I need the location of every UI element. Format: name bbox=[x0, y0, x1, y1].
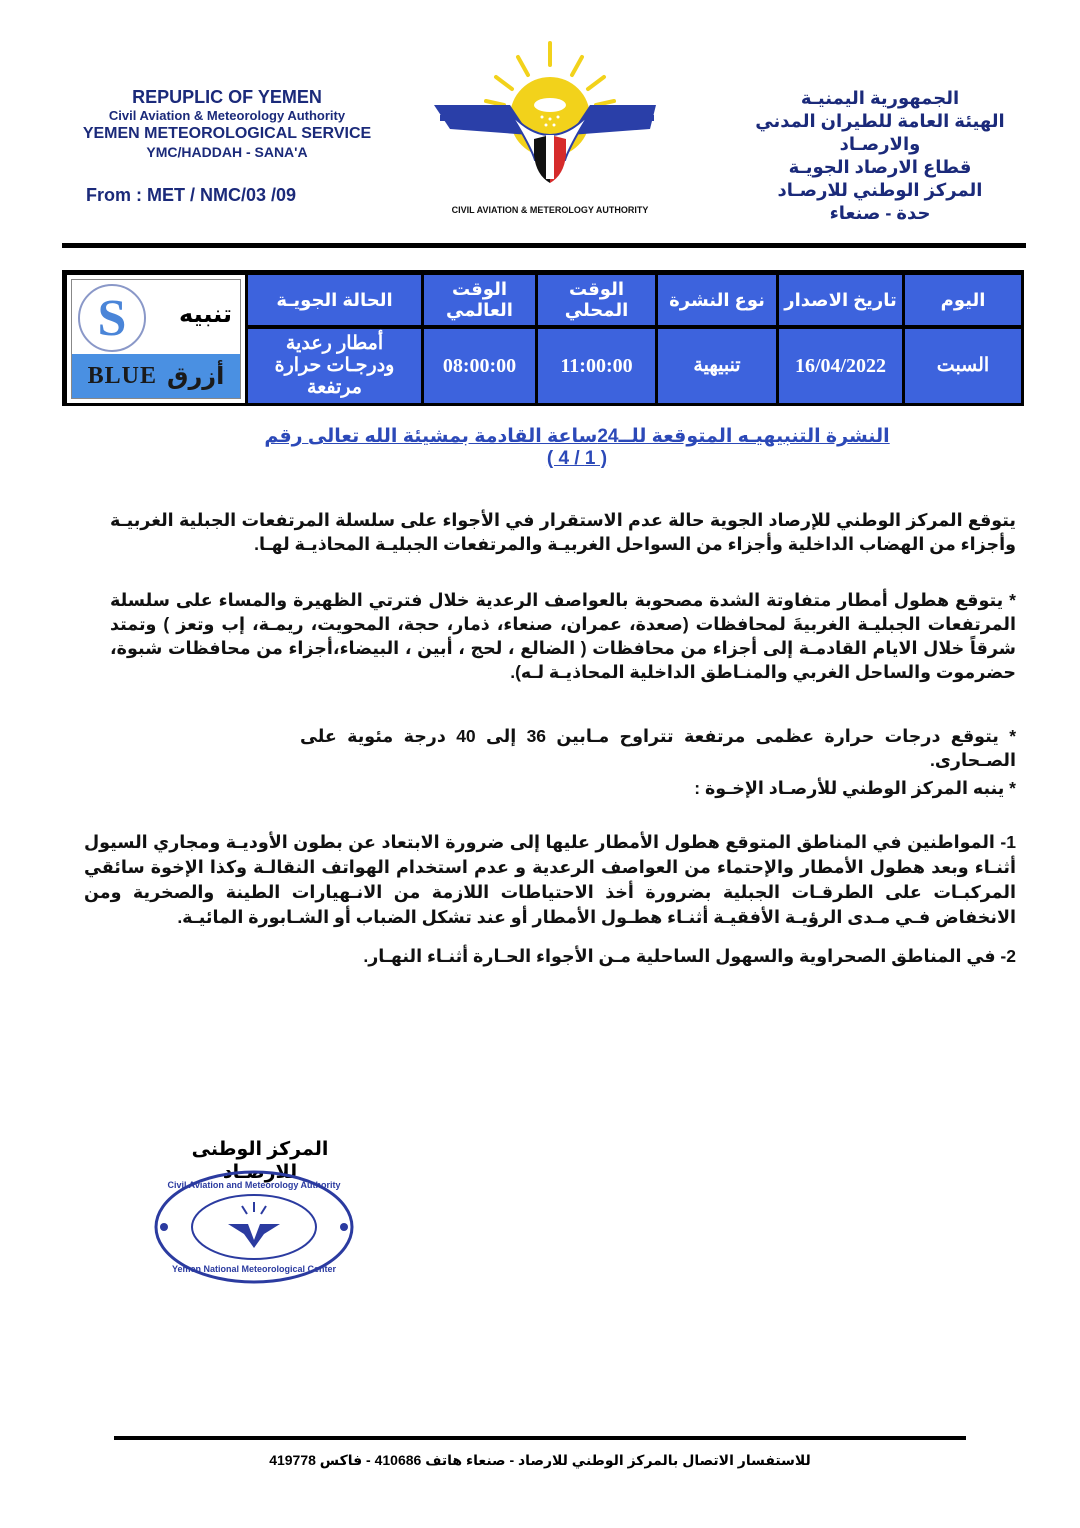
header-divider bbox=[62, 243, 1026, 248]
sector-name-ar: قطاع الارصاد الجويـة bbox=[788, 157, 972, 177]
warning-item-1: 1- المواطنين في المناطق المتوقع هطول الأمطار عليها إلى ضرورة الابتعاد عن بطون الأوديـة ومجاري السيول أثنـاء وبعد هطول الأمطار والإحتماء من العواصف الرعدية و عدم استخدام الهواتف النقالـة وكذا الإخوة سائقي المركبـات على الطرقـات الجبلية بضرورة أخذ الاحتياطات اللازمة من الانـهيارات الطينة والصخرية ومن الانخفاض فـي مـدى الرؤيـة الأفقيـة أثنـاء هطـول الأمطار أو عند تشكل الضباب أو الشـابورة المائيـة. bbox=[84, 832, 1016, 927]
location-ar: حدة - صنعاء bbox=[829, 203, 931, 223]
header-local-time: الوقت المحلي bbox=[538, 275, 655, 325]
svg-text:Civil Aviation and Meteorology: Civil Aviation and Meteorology Authority bbox=[167, 1180, 341, 1190]
header-right-block bbox=[730, 87, 1030, 225]
alert-level-en: BLUE bbox=[87, 362, 158, 389]
location-en: YMC/HADDAH - SANA'A bbox=[146, 144, 308, 160]
service-name-en: YEMEN METEOROLOGICAL SERVICE bbox=[82, 125, 372, 142]
warning-intro-paragraph: * ينبه المركز الوطني للأرصـاد الإخـوة : bbox=[694, 778, 1016, 798]
center-name-ar: المركز الوطني للارصـاد bbox=[777, 180, 983, 200]
header-left-block bbox=[62, 86, 392, 161]
header-bulletin-type: نوع النشرة bbox=[658, 275, 776, 325]
official-stamp-icon bbox=[152, 1168, 357, 1286]
value-weather-condition: أمطار رعدية ودرجـات حرارة مرتفعة bbox=[248, 329, 421, 403]
forecast-intro-paragraph: يتوقع المركز الوطني للإرصاد الجوية حالة عدم الاستقرار في الأجواء على سلسلة المرتفعات الجبلية الغربيـة وأجزاء من الهضاب الداخلية وأجزاء من السواحل الغربيـة والمرتفعات الجبليـة المحاذيـة لهـا. bbox=[110, 510, 1016, 554]
alert-level-badge bbox=[67, 275, 248, 403]
rain-forecast-paragraph: * يتوقع هطول أمطار متفاوتة الشدة مصحوبة بالعواصف الرعدية خلال فترتي الظهيرة والمساء على سلسلة المرتفعات الجبليـة الغربيةَ لمحافظات (صعدة، عمران، صنعاء، ذمار، حجة، المحويت، ريمـة، إب وتعز ) وتمتد شرقاً خلال الايام القادمـة إلى أجزاء من محافظات ( الضالع ، لحج ، أبين ، البيضاء،أجزاء من محافظات شبوة، حضرموت والساحل الغربي والمنـاطق الداخلية المحاذيـة لـه). bbox=[110, 590, 1016, 682]
authority-name-ar: الهيئة العامة للطيران المدني والارصـاد bbox=[755, 111, 1005, 154]
country-name-ar: الجمهورية اليمنيـة bbox=[800, 88, 960, 108]
value-day: السبت bbox=[905, 329, 1021, 403]
header-utc-time: الوقت العالمي bbox=[424, 275, 535, 325]
value-bulletin-type: تنبيهية bbox=[658, 329, 776, 403]
header-day: اليوم bbox=[905, 275, 1021, 325]
value-local-time: 11:00:00 bbox=[538, 329, 655, 403]
alert-level-ar: أزرق bbox=[167, 362, 225, 390]
header-issue-date: تاريخ الاصدار bbox=[779, 275, 902, 325]
s-letter-icon: S bbox=[78, 284, 146, 352]
authority-logo-icon bbox=[430, 35, 660, 225]
warning-item-2: 2- في المناطق الصحراوية والسهول الساحلية مـن الأجواء الحـارة أثنـاء النهـار. bbox=[363, 946, 1016, 966]
contact-footer: للاستفسار الاتصال بالمركز الوطني للارصاد - صنعاء هاتف 410686 - فاكس 419778 bbox=[269, 1452, 811, 1468]
temperature-forecast-paragraph: * يتوقع درجات حرارة عظمى مرتفعة تتراوح مـابين 36 إلى 40 درجة مئوية على الصـحارى. bbox=[300, 726, 1016, 770]
svg-text:CIVIL AVIATION & METEROLOGY AU: CIVIL AVIATION & METEROLOGY AUTHORITY bbox=[451, 205, 649, 215]
svg-text:Yemen National Meteorological: Yemen National Meteorological Center bbox=[171, 1264, 337, 1274]
from-reference: From : MET / NMC/03 /09 bbox=[86, 185, 297, 205]
header-weather-condition: الحالة الجويـة bbox=[248, 275, 421, 325]
bulletin-subtitle: النشرة التنبيهيـه المتوقعة للــ24ساعة القادمة بمشيئة الله تعالى رقم ( 1 / 4 ) bbox=[264, 426, 890, 469]
authority-name-en: Civil Aviation & Meteorology Authority bbox=[108, 108, 346, 123]
bulletin-info-table bbox=[62, 270, 1024, 406]
signature-title: المركز الوطنى للارصـاد bbox=[191, 1139, 329, 1183]
value-issue-date: 16/04/2022 bbox=[779, 329, 902, 403]
country-name-en: REPUPLIC OF YEMEN bbox=[132, 87, 322, 107]
alert-label-ar: تنبيه bbox=[179, 301, 232, 328]
alert-level-bar bbox=[72, 354, 240, 398]
footer-divider bbox=[114, 1436, 966, 1440]
value-utc-time: 08:00:00 bbox=[424, 329, 535, 403]
